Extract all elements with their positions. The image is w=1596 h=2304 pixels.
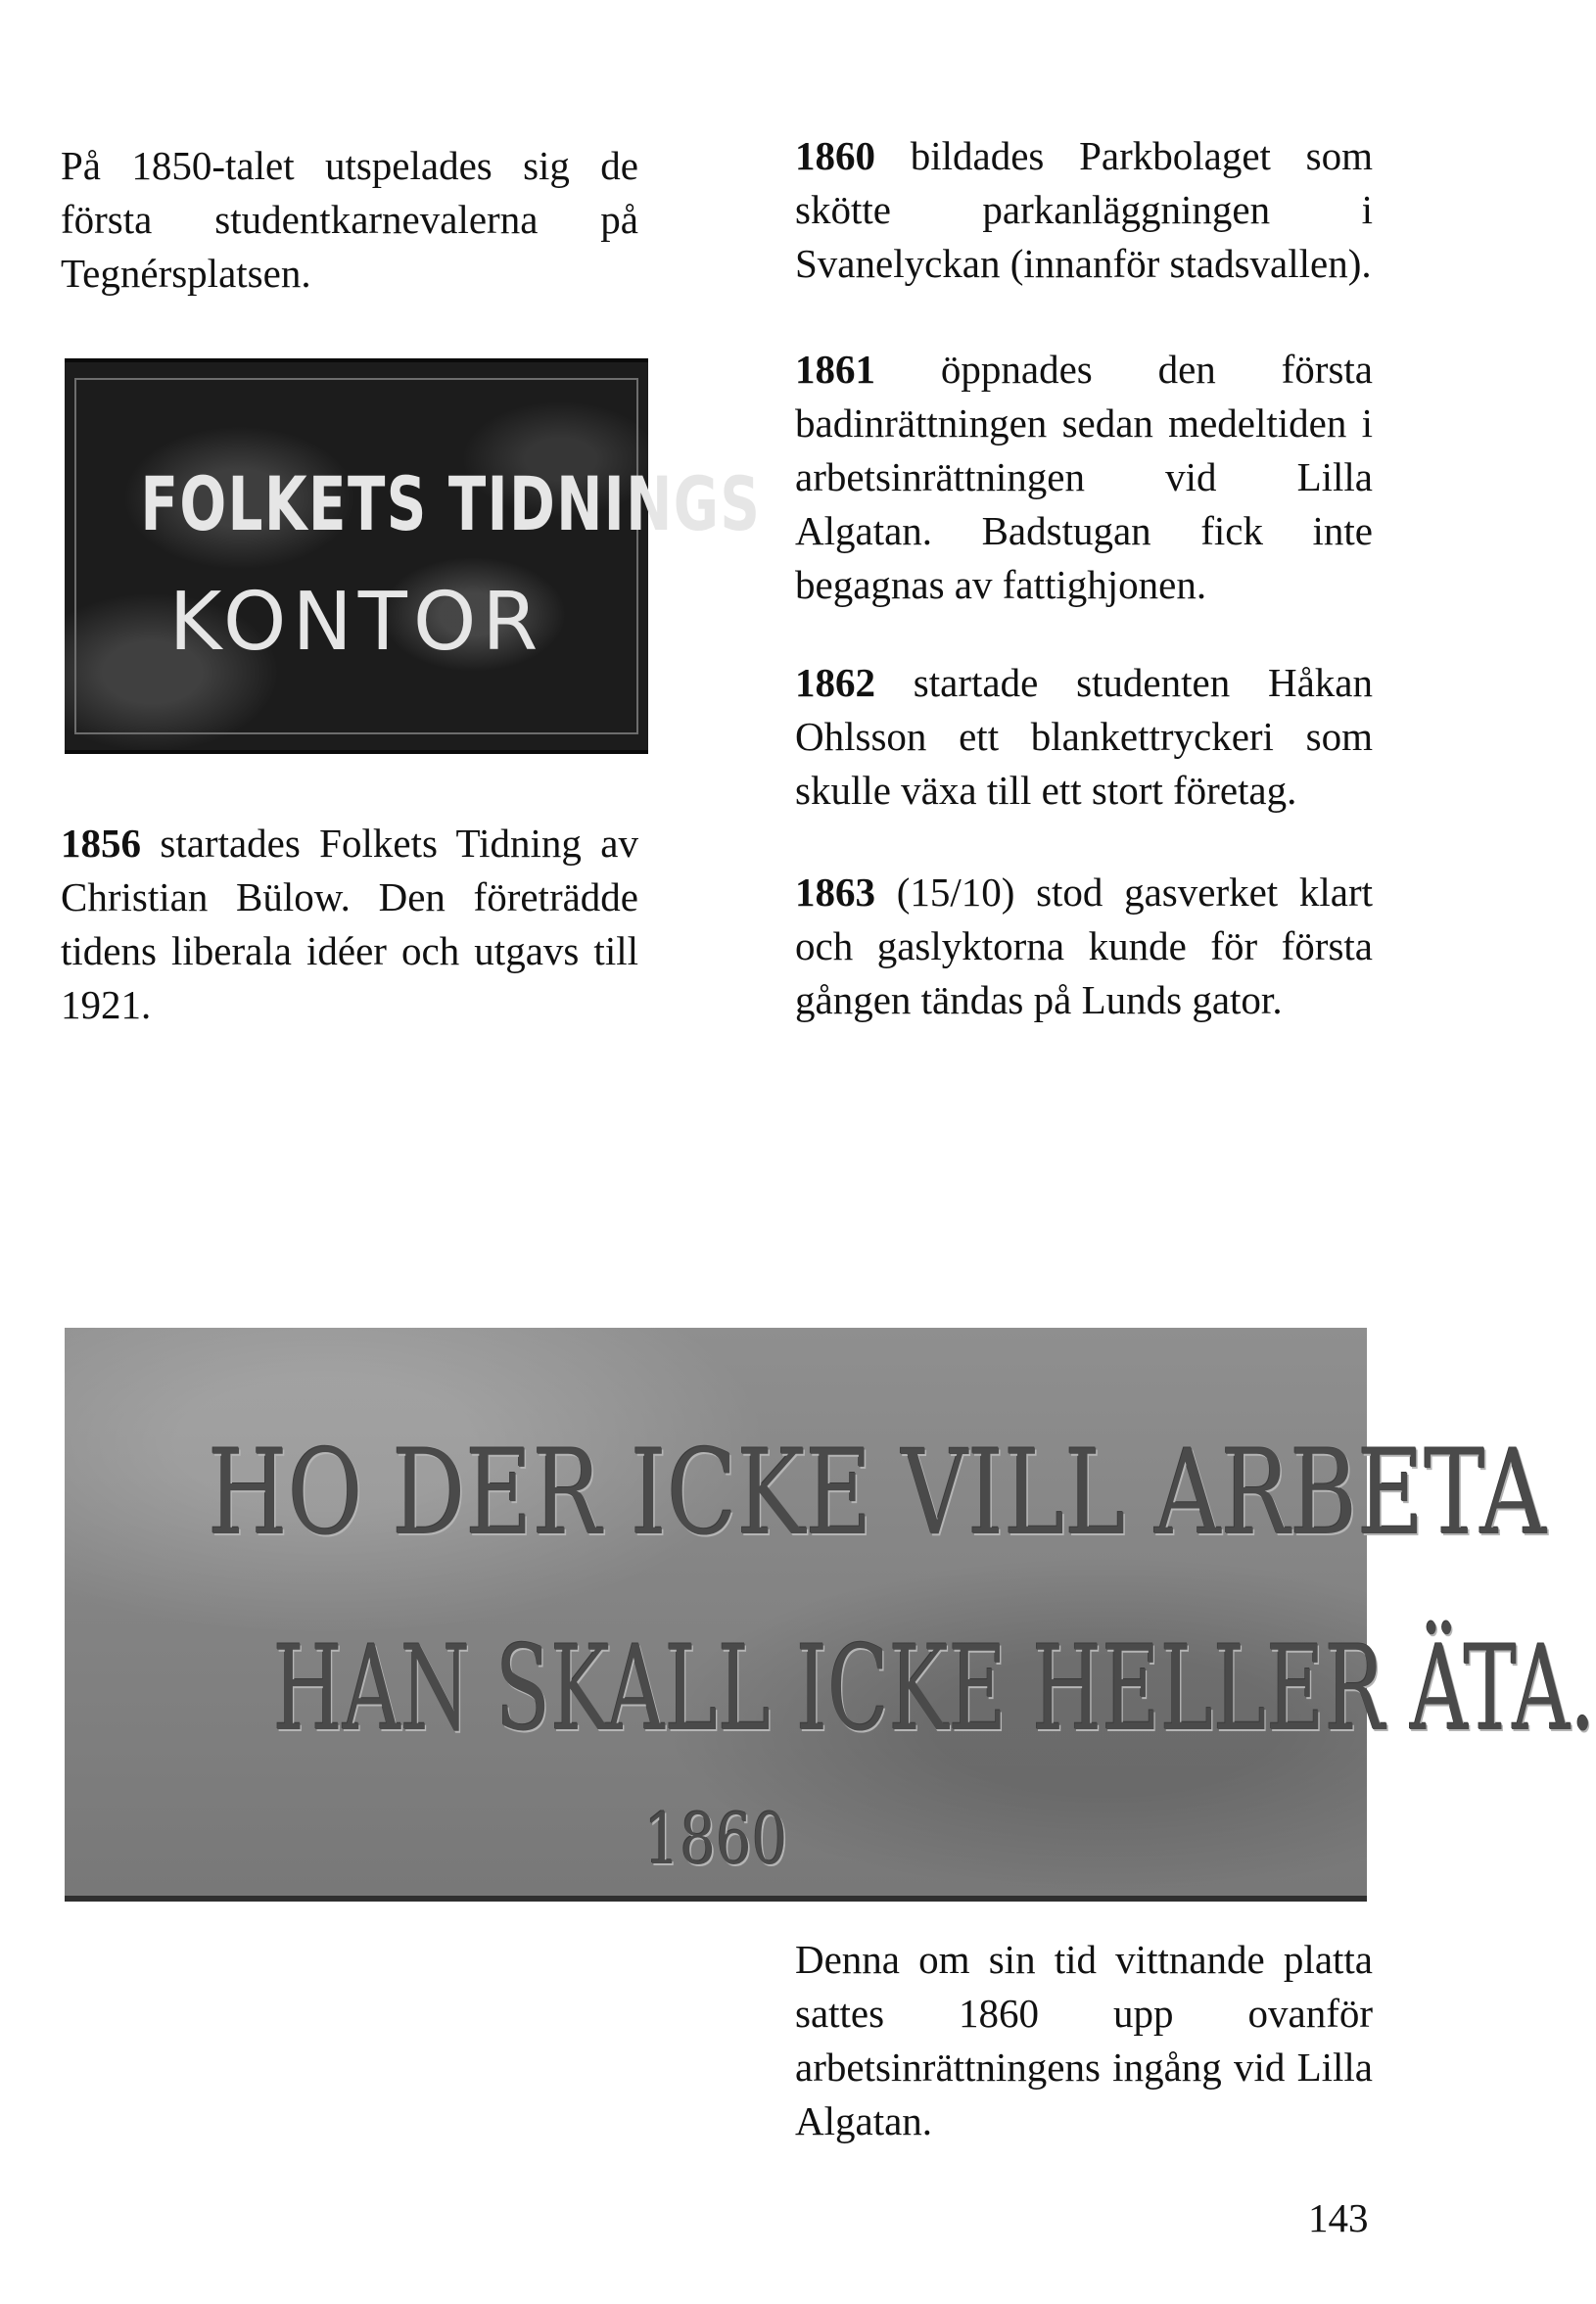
entry-1863-paragraph — [795, 866, 1373, 1027]
stone-inscription-line-1: HO DER ICKE VILL ARBETA — [208, 1426, 1547, 1562]
entry-text: startades Folkets Tidning av Christian Bülow. Den företrädde tidens liberala idéer och utgavs till 1921. — [61, 821, 638, 1027]
intro-paragraph: På 1850-talet utspelades sig de första studentkarnevalerna på Tegnérsplatsen. — [61, 143, 638, 296]
stone-inscription-line-2: HAN SKALL ICKE HELLER ÄTA. — [272, 1622, 1596, 1758]
sign-frame — [74, 378, 762, 734]
stone-inscription-year: 1860 — [643, 1798, 788, 1880]
stone-tablet-photo — [65, 1328, 1596, 1902]
entry-text: bildades Parkbolaget som skötte parkanläggningen i Svanelyckan (innanför stadsvallen). — [795, 133, 1374, 286]
entry-year: 1863 — [795, 870, 875, 915]
entry-1860-paragraph — [795, 129, 1373, 291]
entry-year: 1861 — [795, 347, 875, 392]
entry-text: (15/10) stod gasverket klart och gaslyktorna kunde för första gången tändas på Lunds gator. — [795, 870, 1373, 1022]
entry-1862-paragraph — [795, 656, 1373, 818]
sign-text-line-1: FOLKETS TIDNINGS — [140, 460, 762, 547]
page-number: 143 — [1308, 2195, 1369, 2240]
entry-text: startade studenten Håkan Ohlsson ett blankettryckeri som skulle växa till ett stort företag. — [795, 660, 1374, 813]
entry-1856-paragraph — [61, 817, 638, 1032]
entry-text: öppnades den första badinrättningen sedan medeltiden i arbetsinrättningen vid Lilla Algatan. Badstugan fick inte begagnas av fattighjonen. — [795, 347, 1374, 607]
entry-year: 1856 — [61, 821, 141, 866]
entry-year: 1860 — [795, 133, 875, 178]
photo-caption: Denna om sin tid vittnande platta sattes 1860 upp ovanför arbetsinrättningens ingång vid Lilla Algatan. — [795, 1937, 1373, 2143]
entry-year: 1862 — [795, 660, 875, 705]
sign-text-line-2: KONTOR — [168, 576, 544, 669]
folkets-tidning-sign-photo — [65, 358, 762, 754]
entry-1861-paragraph — [795, 343, 1373, 612]
